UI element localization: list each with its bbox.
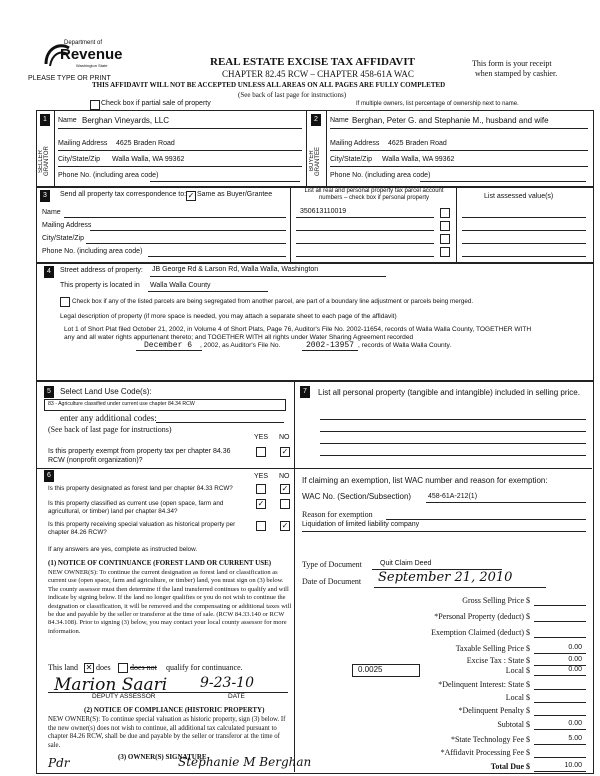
parcel-header: List all real and personal property tax parcel account numbers – check box if personal property: [304, 188, 444, 201]
date-label: DATE: [228, 693, 245, 700]
buyer-city-label: City/State/Zip: [330, 156, 373, 163]
does-not-label: does not: [130, 663, 157, 672]
segregated-checkbox[interactable]: [60, 297, 70, 307]
q3-yes-checkbox[interactable]: [256, 521, 266, 531]
does-label: does: [96, 663, 111, 672]
doc-date-value[interactable]: September 21, 2010: [378, 570, 513, 585]
exemption-label: If claiming an exemption, list WAC number and reason for exemption:: [302, 476, 548, 485]
receipt-line2: when stamped by cashier.: [475, 69, 558, 78]
qualify-label: qualify for continuance.: [166, 663, 243, 672]
owner-signature: Stephanie M Berghan: [178, 755, 312, 769]
section-4-number: 4: [44, 266, 54, 278]
seller-address-label: Mailing Address: [58, 140, 108, 147]
dept-line1: Department of: [64, 40, 103, 46]
deputy-assessor-label: DEPUTY ASSESSOR: [92, 693, 156, 700]
doc-date-label: Date of Document: [302, 577, 362, 586]
seller-phone-label: Phone No. (including area code): [58, 172, 159, 179]
q3-text: Is this property receiving special valuation as historical property per chapter 84.26 RCW?: [48, 521, 236, 536]
see-back: (See back of last page for instructions): [238, 91, 347, 99]
segregated-label: Check box if any of the listed parcels are being segregated from another parcel, are part of a boundary line adjustment or parcels being merged.: [72, 298, 474, 305]
parcel-number[interactable]: 350613110019: [300, 208, 347, 215]
exempt-no-checkbox[interactable]: ✓: [281, 447, 289, 456]
tax-row-delinq-local-label: Local $: [505, 693, 530, 702]
please-type: PLEASE TYPE OR PRINT: [28, 75, 111, 82]
tax-row-local-label: Local $: [505, 666, 530, 675]
seller-address[interactable]: 4625 Braden Road: [116, 140, 175, 147]
tax-row-local-value[interactable]: 0.00: [568, 666, 582, 673]
land-use-value: 83 - Agriculture classified under current use chapter 84.34 RCW: [48, 401, 195, 407]
wac-value[interactable]: 458-61A-212(1): [428, 493, 478, 500]
notice2-text: NEW OWNER(S): To continue special valuation as historic property, sign (3) below. If the new owner(s) does not wish to continue, all additional tax calculated pursuant to chapter 84.26 RCW, shall be due and payable by the seller or transferor at the time of sale.: [48, 716, 286, 749]
parcel-4-personal-checkbox[interactable]: [440, 247, 450, 257]
exempt-question: Is this property exempt from property tax per chapter 84.36 RCW (nonprofit organization)?: [48, 448, 231, 464]
s3-city-label: City/State/Zip: [42, 235, 85, 242]
same-as-buyer-label: Same as Buyer/Grantee: [197, 191, 273, 198]
q1-yes-checkbox[interactable]: [256, 484, 266, 494]
seller-name-label: Name: [58, 117, 77, 124]
legal-description: Lot 1 of Short Plat filed October 21, 2002, in Volume 4 of Short Plats, Page 76, Auditor's File No. 2002-11654, records of Walla Walla County, TOGETHER WITH any and all water rights appurtenant thereto; and TOGETHER WITH all rights under Water Sharing Agreement recorded: [64, 326, 532, 341]
q2-yes-checkbox[interactable]: ✓: [257, 499, 265, 508]
buyer-side-label: BUYER GRANTEE: [309, 146, 321, 176]
personal-property-label: List all personal property (tangible and intangible) included in selling price.: [318, 388, 580, 397]
doc-type-label: Type of Document: [302, 560, 362, 569]
multiple-owners: If multiple owners, list percentage of ownership next to name.: [356, 101, 519, 107]
form-chapter: CHAPTER 82.45 RCW – CHAPTER 458-61A WAC: [222, 69, 414, 79]
tax-row-exemption-label: Exemption Claimed (deduct) $: [431, 628, 530, 637]
parcel-1-personal-checkbox[interactable]: [440, 208, 450, 218]
buyer-name-label: Name: [330, 117, 349, 124]
same-as-buyer-checkbox[interactable]: ✓: [187, 191, 195, 200]
this-land-label: This land: [48, 663, 78, 672]
partial-sale-checkbox[interactable]: [90, 100, 100, 110]
q1-text: Is this property designated as forest land per chapter 84.33 RCW?: [48, 485, 233, 492]
buyer-phone-label: Phone No. (including area code): [330, 172, 431, 179]
additional-codes: enter any additional codes:: [60, 413, 157, 423]
legal-file: 2002-13957: [306, 341, 355, 350]
reason-label: Reason for exemption: [302, 510, 373, 519]
revenue-logo: [42, 38, 132, 74]
tax-row-delinq-state-label: *Delinquent Interest: State $: [438, 680, 530, 689]
tax-row-taxable-value[interactable]: 0.00: [568, 644, 582, 651]
legal-end: , records of Walla Walla County.: [358, 342, 452, 349]
located-label: This property is located in: [60, 282, 140, 289]
not-accepted: THIS AFFIDAVIT WILL NOT BE ACCEPTED UNLESS ALL AREAS ON ALL PAGES ARE FULLY COMPLETED: [92, 81, 446, 89]
located-county[interactable]: Walla Walla County: [150, 282, 211, 289]
s6-no: NO: [279, 473, 290, 480]
legal-date: December 6: [144, 341, 193, 350]
section-1-number: 1: [40, 114, 50, 126]
dept-line2: Revenue: [60, 46, 123, 63]
street-address[interactable]: JB George Rd & Larson Rd, Walla Walla, Washington: [152, 266, 319, 273]
does-checkbox[interactable]: ✕: [85, 663, 93, 672]
dept-line3: Washington State: [76, 63, 108, 68]
s5-yes: YES: [254, 434, 269, 441]
parcel-2-personal-checkbox[interactable]: [440, 221, 450, 231]
tax-row-state-label: Excise Tax : State $: [466, 656, 530, 665]
tax-row-total-label: Total Due $: [490, 762, 530, 771]
land-use-label: Select Land Use Code(s):: [60, 387, 152, 396]
legal-year: , 2002, as Auditor's File No.: [200, 342, 281, 349]
parcel-3-personal-checkbox[interactable]: [440, 234, 450, 244]
s5-see-back: (See back of last page for instructions): [48, 425, 172, 434]
q2-text: Is this property classified as current use (open space, farm and agricultural, or timber) land per chapter 84.34?: [48, 500, 224, 515]
doc-type-value[interactable]: Quit Claim Deed: [380, 560, 432, 567]
partial-sale-label: Check box if partial sale of property: [101, 100, 211, 107]
notice1-title: (1) NOTICE OF CONTINUANCE (FOREST LAND OR CURRENT USE): [48, 559, 272, 567]
assessor-date: 9-23-10: [200, 675, 254, 691]
local-rate: 0.0025: [358, 665, 383, 674]
owner-initials: Pdr: [48, 756, 70, 770]
s5-no: NO: [279, 434, 290, 441]
buyer-city[interactable]: Walla Walla, WA 99362: [382, 156, 455, 163]
seller-city-label: City/State/Zip: [58, 156, 101, 163]
section-3-number: 3: [40, 190, 50, 202]
section-5-number: 5: [44, 386, 54, 398]
owner-sig-label: (3) OWNER(S) SIGNATURE: [118, 753, 207, 761]
tax-row-personal-label: *Personal Property (deduct) $: [434, 612, 530, 621]
tax-row-taxable-label: Taxable Selling Price $: [455, 644, 530, 653]
q2-no-checkbox[interactable]: [280, 499, 290, 509]
tax-row-gross-label: Gross Selling Price $: [462, 596, 530, 605]
section-2-number: 2: [311, 114, 321, 126]
tax-row-subtotal-value[interactable]: 0.00: [568, 720, 582, 727]
seller-side-label: SELLER GRANTOR: [38, 146, 50, 176]
section-3-label: Send all property tax correspondence to:: [60, 191, 187, 198]
tax-row-total-value[interactable]: 10.00: [564, 762, 582, 769]
seller-city[interactable]: Walla Walla, WA 99362: [112, 156, 185, 163]
street-label: Street address of property:: [60, 267, 143, 274]
reason-value[interactable]: Liquidation of limited liability company: [302, 521, 420, 528]
tax-row-processing-label: *Affidavit Processing Fee $: [440, 748, 530, 757]
s6-yes: YES: [254, 473, 269, 480]
q3-no-checkbox[interactable]: ✓: [281, 521, 289, 530]
buyer-address[interactable]: 4625 Braden Road: [388, 140, 447, 147]
form-title: REAL ESTATE EXCISE TAX AFFIDAVIT: [210, 56, 415, 68]
buyer-address-label: Mailing Address: [330, 140, 380, 147]
notice2-title: (2) NOTICE OF COMPLIANCE (HISTORIC PROPERTY): [84, 706, 265, 714]
receipt-line1: This form is your receipt: [472, 59, 552, 68]
tax-row-penalty-label: *Delinquent Penalty $: [458, 706, 530, 715]
answers-yes-note: If any answers are yes, complete as instructed below.: [48, 546, 198, 553]
wac-label: WAC No. (Section/Subsection): [302, 492, 412, 501]
section-7-number: 7: [300, 386, 310, 398]
buyer-name[interactable]: Berghan, Peter G. and Stephanie M., husband and wife: [352, 116, 549, 125]
tax-row-tech-fee-value[interactable]: 5.00: [568, 735, 582, 742]
s3-phone-label: Phone No. (including area code): [42, 248, 143, 255]
exempt-yes-checkbox[interactable]: [256, 447, 266, 457]
seller-name[interactable]: Berghan Vineyards, LLC: [82, 116, 170, 125]
legal-label: Legal description of property (if more space is needed, you may attach a separate sheet to each page of the affidavit): [60, 313, 397, 320]
tax-row-state-value[interactable]: 0.00: [568, 656, 582, 663]
tax-row-tech-fee-label: *State Technology Fee $: [450, 735, 530, 744]
s3-address-label: Mailing Address: [42, 222, 92, 229]
notice1-text: NEW OWNER(S): To continue the current designation as forest land or classification as current use (open space, farm and agriculture, or timber) land, you must sign on (3) below. The county assessor must then determine if the land transferred continues to qualify and will indicate by signing below. If the land no longer qualifies or you do not wish to continue the designation or classification, it will be removed and the compensating or additional taxes will be due and payable by the seller or transferor at the time of sale. (RCW 84.33.140 or RCW 84.34.108). Prior to signing (3) below, you may contact your local county assessor for more information.: [48, 569, 292, 635]
section-6-number: 6: [44, 470, 54, 482]
assessed-header: List assessed value(s): [484, 193, 554, 200]
section-4-frame: [36, 262, 594, 382]
s3-name-label: Name: [42, 209, 61, 216]
does-not-checkbox[interactable]: [118, 663, 128, 673]
tax-row-subtotal-label: Subtotal $: [497, 720, 530, 729]
assessor-signature: Marion Saari: [54, 675, 168, 695]
q1-no-checkbox[interactable]: ✓: [281, 484, 289, 493]
